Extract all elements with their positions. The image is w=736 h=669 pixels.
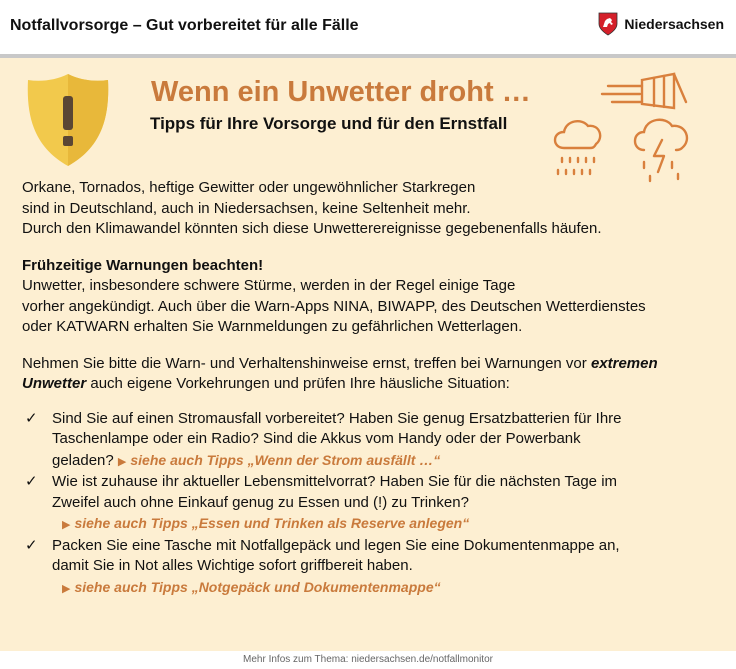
checkmark-icon: ✓ — [25, 409, 38, 427]
warning-line: oder KATWARN erhalten Sie Warnmeldungen zu gefährlichen Wetterlagen. — [22, 318, 523, 335]
checklist-item — [22, 472, 722, 536]
checklist-line: Packen Sie eine Tasche mit Notfallgepäck und legen Sie eine Dokumentenmappe an, — [52, 536, 620, 554]
wind-sock-icon — [602, 74, 686, 108]
tip-reference-link[interactable]: siehe auch Tipps „Notgepäck und Dokumentenmappe“ — [74, 578, 441, 595]
advice-text: Nehmen Sie bitte die Warn- und Verhaltenshinweise ernst, treffen bei Warnungen vor — [22, 354, 591, 372]
arrow-right-icon: ▶ — [62, 519, 71, 531]
thunderstorm-cloud-icon — [635, 120, 687, 181]
intro-line: Durch den Klimawandel könnten sich diese Unwetterereignisse gegebenenfalls häufen. — [22, 220, 602, 237]
tip-reference-link[interactable]: siehe auch Tipps „Essen und Trinken als Reserve anlegen“ — [74, 515, 470, 531]
warning-heading: Frühzeitige Warnungen beachten! — [22, 256, 264, 274]
advice-emphasis: extremen — [590, 354, 658, 372]
checklist — [22, 409, 722, 600]
checklist-line: geladen? — [52, 451, 118, 469]
header-title: Notfallvorsorge – Gut vorbereitet für alle Fälle — [10, 17, 359, 34]
checkmark-icon: ✓ — [25, 536, 38, 554]
body-text — [22, 178, 722, 599]
advice-text: auch eigene Vorkehrungen und prüfen Ihre häusliche Situation: — [86, 375, 510, 392]
arrow-right-icon: ▶ — [62, 582, 71, 595]
checkmark-icon: ✓ — [25, 473, 38, 490]
checklist-item — [22, 536, 722, 600]
page-subtitle: Tipps für Ihre Vorsorge und für den Ernstfall — [150, 114, 508, 133]
content-panel — [0, 58, 736, 651]
warning-line: vorher angekündigt. Auch über die Warn-Apps NINA, BIWAPP, des Deutschen Wetterdienstes — [22, 297, 646, 315]
checklist-line: Taschenlampe oder ein Radio? Sind die Akkus vom Handy oder der Powerbank — [52, 430, 581, 447]
rain-cloud-icon — [555, 121, 600, 174]
arrow-right-icon: ▶ — [117, 455, 127, 468]
intro-line: sind in Deutschland, auch in Niedersachsen, keine Seltenheit mehr. — [22, 199, 471, 217]
checklist-line: Sind Sie auf einen Stromausfall vorbereitet? Haben Sie genug Ersatzbatterien für Ihre — [52, 409, 622, 427]
brand — [598, 12, 724, 36]
brand-name: Niedersachsen — [624, 16, 724, 32]
checklist-line: Wie ist zuhause ihr aktueller Lebensmittelvorrat? Haben Sie für die nächsten Tage im — [52, 473, 618, 490]
checklist-line: damit Sie in Not alles Wichtige sofort griffbereit haben. — [52, 557, 413, 574]
warning-line: Unwetter, insbesondere schwere Stürme, werden in der Regel einige Tage — [22, 277, 516, 294]
weather-icons — [546, 68, 696, 193]
header — [0, 0, 736, 58]
intro-line: Orkane, Tornados, heftige Gewitter oder ungewöhnlicher Starkregen — [22, 179, 476, 196]
footer: Mehr Infos zum Thema: niedersachsen.de/notfallmonitor — [0, 651, 736, 669]
tip-reference-link[interactable]: siehe auch Tipps „Wenn der Strom ausfällt …“ — [130, 451, 441, 468]
warning-paragraph — [22, 256, 722, 338]
warning-shield-icon — [20, 70, 116, 170]
intro-paragraph — [22, 178, 722, 240]
advice-emphasis: Unwetter — [22, 375, 87, 392]
checklist-line: Zweifel auch ohne Einkauf genug zu Essen und (!) zu Trinken? — [52, 493, 469, 511]
niedersachsen-crest-icon — [598, 12, 618, 36]
advice-paragraph — [22, 354, 722, 395]
checklist-item — [22, 409, 722, 473]
page-title: Wenn ein Unwetter droht … — [151, 76, 531, 108]
